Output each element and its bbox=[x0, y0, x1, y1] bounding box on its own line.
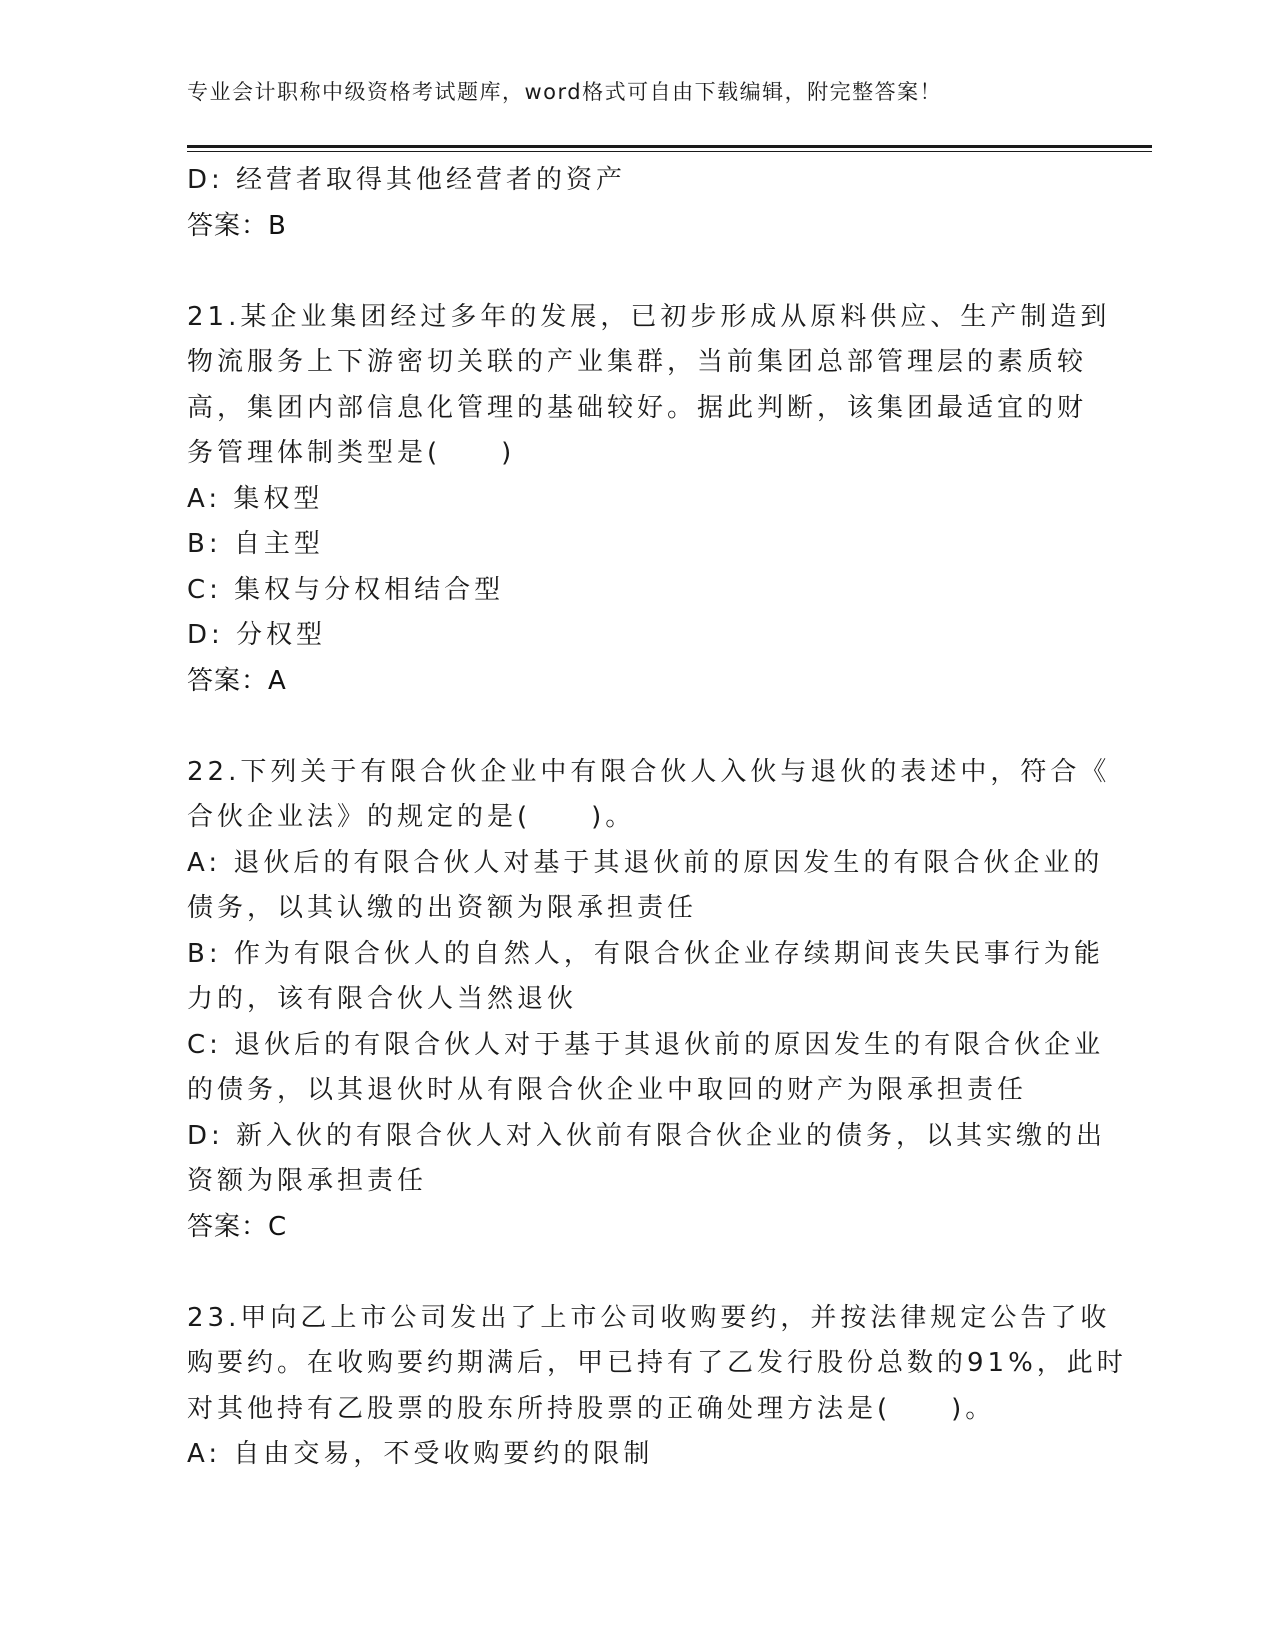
prev-option-d: D: 经营者取得其他经营者的资产 bbox=[187, 165, 627, 195]
q22-option-d: D: 新入伙的有限合伙人对入伙前有限合伙企业的债务，以其实缴的出 bbox=[187, 1120, 1107, 1151]
q21-answer: 答案：A bbox=[187, 665, 287, 696]
q22-option-a-cont: 债务，以其认缴的出资额为限承担责任 bbox=[187, 893, 698, 923]
q22-option-a: A: 退伙后的有限合伙人对基于其退伙前的原因发生的有限合伙企业的 bbox=[187, 847, 1104, 878]
q22-stem-line: 22.下列关于有限合伙企业中有限合伙人入伙与退伙的表述中，符合《 bbox=[187, 756, 1111, 787]
q22-option-b: B: 作为有限合伙人的自然人，有限合伙企业存续期间丧失民事行为能 bbox=[187, 938, 1104, 969]
q21-option-a: A: 集权型 bbox=[187, 483, 324, 514]
q22-answer: 答案：C bbox=[187, 1211, 288, 1242]
header-divider-thin bbox=[187, 151, 1152, 152]
q21-stem-line: 21.某企业集团经过多年的发展，已初步形成从原料供应、生产制造到 bbox=[187, 301, 1111, 332]
q22-option-d-cont: 资额为限承担责任 bbox=[187, 1166, 428, 1196]
q22-stem-line: 合伙企业法》的规定的是( )。 bbox=[187, 802, 636, 832]
page-header: 专业会计职称中级资格考试题库，word格式可自由下载编辑，附完整答案！ bbox=[187, 80, 943, 104]
q23-option-a: A: 自由交易，不受收购要约的限制 bbox=[187, 1439, 654, 1469]
spacer bbox=[187, 704, 1087, 750]
q23-stem-line: 对其他持有乙股票的股东所持股票的正确处理方法是( )。 bbox=[187, 1393, 996, 1424]
prev-answer: 答案：B bbox=[187, 210, 287, 241]
q21-stem-line: 务管理体制类型是( ) bbox=[187, 438, 516, 468]
q22-option-b-cont: 力的，该有限合伙人当然退伙 bbox=[187, 984, 578, 1014]
question-content bbox=[187, 158, 1127, 1478]
spacer bbox=[187, 249, 1087, 295]
q21-option-b: B: 自主型 bbox=[187, 529, 324, 559]
spacer bbox=[187, 1250, 1087, 1296]
q21-stem-line: 高，集团内部信息化管理的基础较好。据此判断，该集团最适宜的财 bbox=[187, 392, 1088, 423]
q22-option-c-cont: 的债务，以其退伙时从有限合伙企业中取回的财产为限承担责任 bbox=[187, 1075, 1028, 1105]
q21-option-c: C: 集权与分权相结合型 bbox=[187, 574, 505, 605]
q22-option-c: C: 退伙后的有限合伙人对于基于其退伙前的原因发生的有限合伙企业 bbox=[187, 1029, 1105, 1060]
q21-stem-line: 物流服务上下游密切关联的产业集群，当前集团总部管理层的素质较 bbox=[187, 347, 1088, 377]
q23-stem-line: 购要约。在收购要约期满后，甲已持有了乙发行股份总数的91%，此时 bbox=[187, 1348, 1127, 1378]
header-divider-thick bbox=[187, 145, 1152, 148]
q21-option-d: D: 分权型 bbox=[187, 620, 327, 650]
q23-stem-line: 23.甲向乙上市公司发出了上市公司收购要约，并按法律规定公告了收 bbox=[187, 1302, 1111, 1333]
